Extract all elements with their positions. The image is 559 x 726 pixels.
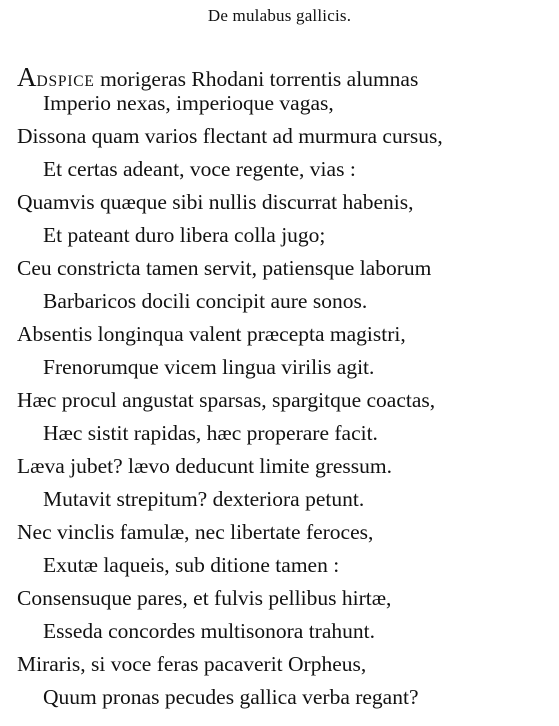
verse-line: Et certas adeant, voce regente, vias : bbox=[43, 157, 356, 181]
verse-line: Imperio nexas, imperioque vagas, bbox=[43, 91, 334, 115]
verse-line: Frenorumque vicem lingua virilis agit. bbox=[43, 355, 375, 379]
verse-line: Absentis longinqua valent præcepta magistri, bbox=[17, 322, 406, 346]
verse-line: Ceu constricta tamen servit, patiensque laborum bbox=[17, 256, 432, 280]
verse-line: Quum pronas pecudes gallica verba regant? bbox=[43, 685, 419, 709]
verse-line: Nec vinclis famulæ, nec libertate feroces, bbox=[17, 520, 374, 544]
verse-line: Barbaricos docili concipit aure sonos. bbox=[43, 289, 368, 313]
verse-line bbox=[17, 64, 418, 91]
verse-line: Hæc sistit rapidas, hæc properare facit. bbox=[43, 421, 378, 445]
verse-text: morigeras Rhodani torrentis alumnas bbox=[94, 67, 419, 91]
verse-line: Læva jubet? lævo deducunt limite gressum. bbox=[17, 454, 392, 478]
verse-line: Miraris, si voce feras pacaverit Orpheus, bbox=[17, 652, 367, 676]
drop-initial: A bbox=[17, 62, 37, 92]
verse-line: Hæc procul angustat sparsas, spargitque coactas, bbox=[17, 388, 436, 412]
verse-line: Exutæ laqueis, sub ditione tamen : bbox=[43, 553, 340, 577]
verse-line: Mutavit strepitum? dexteriora petunt. bbox=[43, 487, 365, 511]
verse-line: Consensuque pares, et fulvis pellibus hirtæ, bbox=[17, 586, 392, 610]
verse-line: Dissona quam varios flectant ad murmura cursus, bbox=[17, 124, 443, 148]
smallcaps-word: DSPICE bbox=[36, 73, 95, 90]
verse-line: Quamvis quæque sibi nullis discurrat habenis, bbox=[17, 190, 414, 214]
verse-line: Esseda concordes multisonora trahunt. bbox=[43, 619, 375, 643]
poem-title: De mulabus gallicis. bbox=[207, 6, 352, 25]
verse-line: Et pateant duro libera colla jugo; bbox=[43, 223, 326, 247]
